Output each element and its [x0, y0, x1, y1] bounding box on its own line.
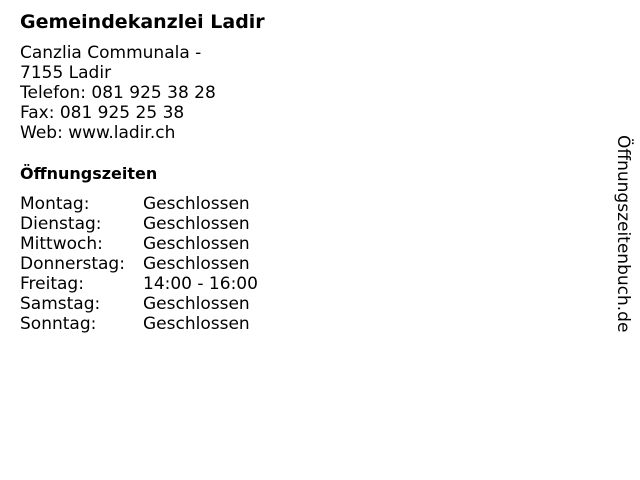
- time-value: Geschlossen: [143, 234, 250, 254]
- day-label: Samstag:: [20, 294, 101, 314]
- address-block: [20, 43, 216, 143]
- time-value: Geschlossen: [143, 254, 250, 274]
- address-line-2: 7155 Ladir: [20, 63, 112, 83]
- day-label: Mittwoch:: [20, 234, 103, 254]
- day-label: Sonntag:: [20, 314, 97, 334]
- time-value: Geschlossen: [143, 194, 250, 214]
- address-line-1: Canzlia Communala -: [20, 43, 202, 63]
- page-title: Gemeindekanzlei Ladir: [20, 11, 265, 33]
- time-value: Geschlossen: [143, 214, 250, 234]
- time-value: 14:00 - 16:00: [143, 274, 258, 294]
- web-text: Web: www.ladir.ch: [20, 123, 176, 143]
- opening-hours-heading: Öffnungszeiten: [20, 164, 158, 183]
- time-value: Geschlossen: [143, 314, 250, 334]
- day-label: Freitag:: [20, 274, 84, 294]
- day-label: Montag:: [20, 194, 90, 214]
- day-label: Dienstag:: [20, 214, 102, 234]
- day-label: Donnerstag:: [20, 254, 125, 274]
- time-value: Geschlossen: [143, 294, 250, 314]
- brand-watermark-text: Öffnungszeitenbuch.de: [613, 135, 633, 333]
- phone-text: Telefon: 081 925 38 28: [20, 83, 216, 103]
- fax-text: Fax: 081 925 25 38: [20, 103, 185, 123]
